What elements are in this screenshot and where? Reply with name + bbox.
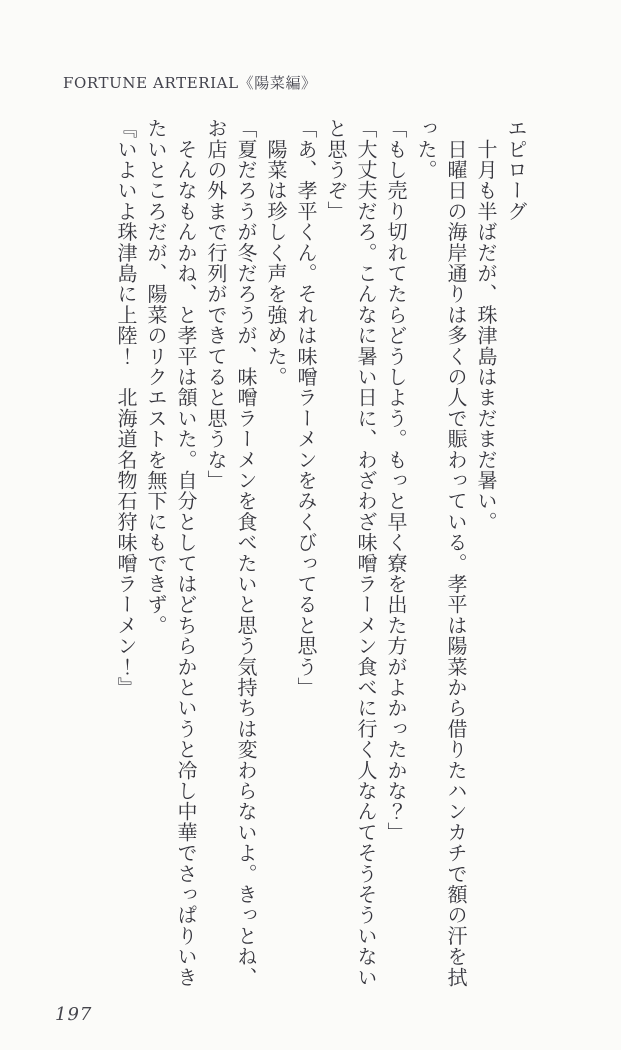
body-paragraph: 「夏だろうが冬だろうが、味噌ラーメンを食べたいと思う気持ちは変わらないよ。きっとね、お店の外まで行列ができてると思うな」 xyxy=(204,118,258,988)
page-number: 197 xyxy=(55,1004,93,1025)
running-header: FORTUNE ARTERIAL《陽菜編》 xyxy=(63,74,317,92)
body-paragraph: 日曜日の海岸通りは多くの人で賑わっている。孝平は陽菜から借りたハンカチで額の汗を拭った。 xyxy=(414,118,468,988)
body-paragraph: 「大丈夫だろ。こんなに暑い日に、わざわざ味噌ラーメン食べに行く人なんてそうそういないと思うぞ」 xyxy=(324,118,378,988)
body-paragraph: 「もし売り切れてたらどうしよう。もっと早く寮を出た方がよかったかな？」 xyxy=(384,118,408,843)
body-paragraph: 『いよいよ珠津島に上陸！ 北海道名物石狩味噌ラーメン！』 xyxy=(114,118,138,698)
body-paragraph: そんなもんかね、と孝平は頷いた。自分としてはどちらかというと冷し中華でさっぱりいきたいところだが、陽菜のリクエストを無下にもできず。 xyxy=(144,118,198,988)
body-paragraph: 十月も半ばだが、珠津島はまだまだ暑い。 xyxy=(474,118,498,532)
body-paragraph: 「あ、孝平くん。それは味噌ラーメンをみくびってると思う」 xyxy=(294,118,318,698)
vertical-text-block xyxy=(53,118,531,990)
chapter-title: エピローグ xyxy=(504,118,528,222)
body-paragraph: 陽菜は珍しく声を強めた。 xyxy=(264,118,288,388)
